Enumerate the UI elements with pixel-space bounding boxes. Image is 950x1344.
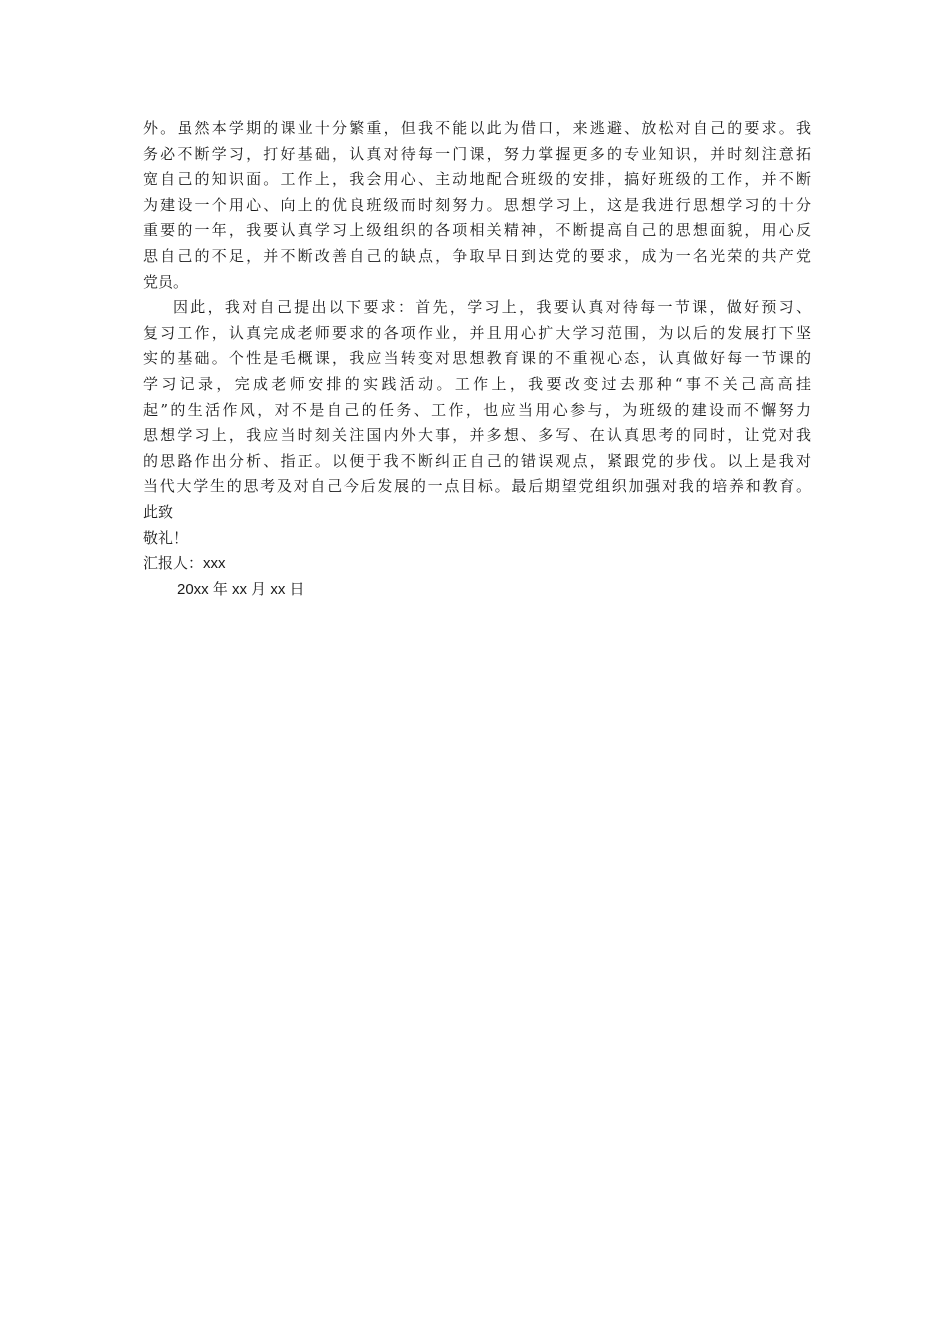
paragraph-line: 实的基础。个性是毛概课，我应当转变对思想教育课的不重视心态，认真做好每一节课的 — [143, 349, 811, 368]
salutation-text: 敬礼！ — [143, 528, 189, 547]
paragraph-line: 务必不断学习，打好基础，认真对待每一门课，努力掌握更多的专业知识，并时刻注意拓 — [143, 144, 811, 163]
closing-text: 此致 — [143, 502, 174, 521]
paragraph-1 — [143, 116, 811, 295]
paragraph-line: 为建设一个用心、向上的优良班级而时刻努力。思想学习上，这是我进行思想学习的十分 — [143, 195, 811, 214]
paragraph-line: 的思路作出分析、指正。以便于我不断纠正自己的错误观点，紧跟党的步伐。以上是我对 — [143, 451, 811, 470]
paragraph-line: 学习记录，完成老师安排的实践活动。工作上，我要改变过去那种“事不关己高高挂 — [143, 374, 811, 393]
reporter-signature: 汇报人：xxx — [143, 555, 226, 573]
paragraph-line: 起”的生活作风，对不是自己的任务、工作，也应当用心参与，为班级的建设而不懈努力 — [143, 400, 811, 419]
letter-body — [143, 116, 811, 602]
paragraph-2 — [143, 295, 811, 500]
paragraph-line: 因此，我对自己提出以下要求：首先，学习上，我要认真对待每一节课，做好预习、 — [173, 298, 811, 317]
report-date: 20xx 年 xx 月 xx 日 — [177, 580, 305, 598]
paragraph-line: 复习工作，认真完成老师要求的各项作业，并且用心扩大学习范围，为以后的发展打下坚 — [143, 323, 811, 342]
paragraph-line: 思自己的不足，并不断改善自己的缺点，争取早日到达党的要求，成为一名光荣的共产党 — [143, 246, 811, 265]
paragraph-line: 当代大学生的思考及对自己今后发展的一点目标。最后期望党组织加强对我的培养和教育。 — [143, 477, 811, 496]
paragraph-line: 重要的一年，我要认真学习上级组织的各项相关精神，不断提高自己的思想面貌，用心反 — [143, 221, 811, 240]
paragraph-line: 党员。 — [143, 272, 189, 291]
paragraph-line: 思想学习上，我应当时刻关注国内外大事，并多想、多写、在认真思考的同时，让党对我 — [143, 426, 811, 445]
paragraph-line: 外。虽然本学期的课业十分繁重，但我不能以此为借口，来逃避、放松对自己的要求。我 — [143, 119, 811, 137]
paragraph-line: 宽自己的知识面。工作上，我会用心、主动地配合班级的安排，搞好班级的工作，并不断 — [143, 170, 811, 189]
